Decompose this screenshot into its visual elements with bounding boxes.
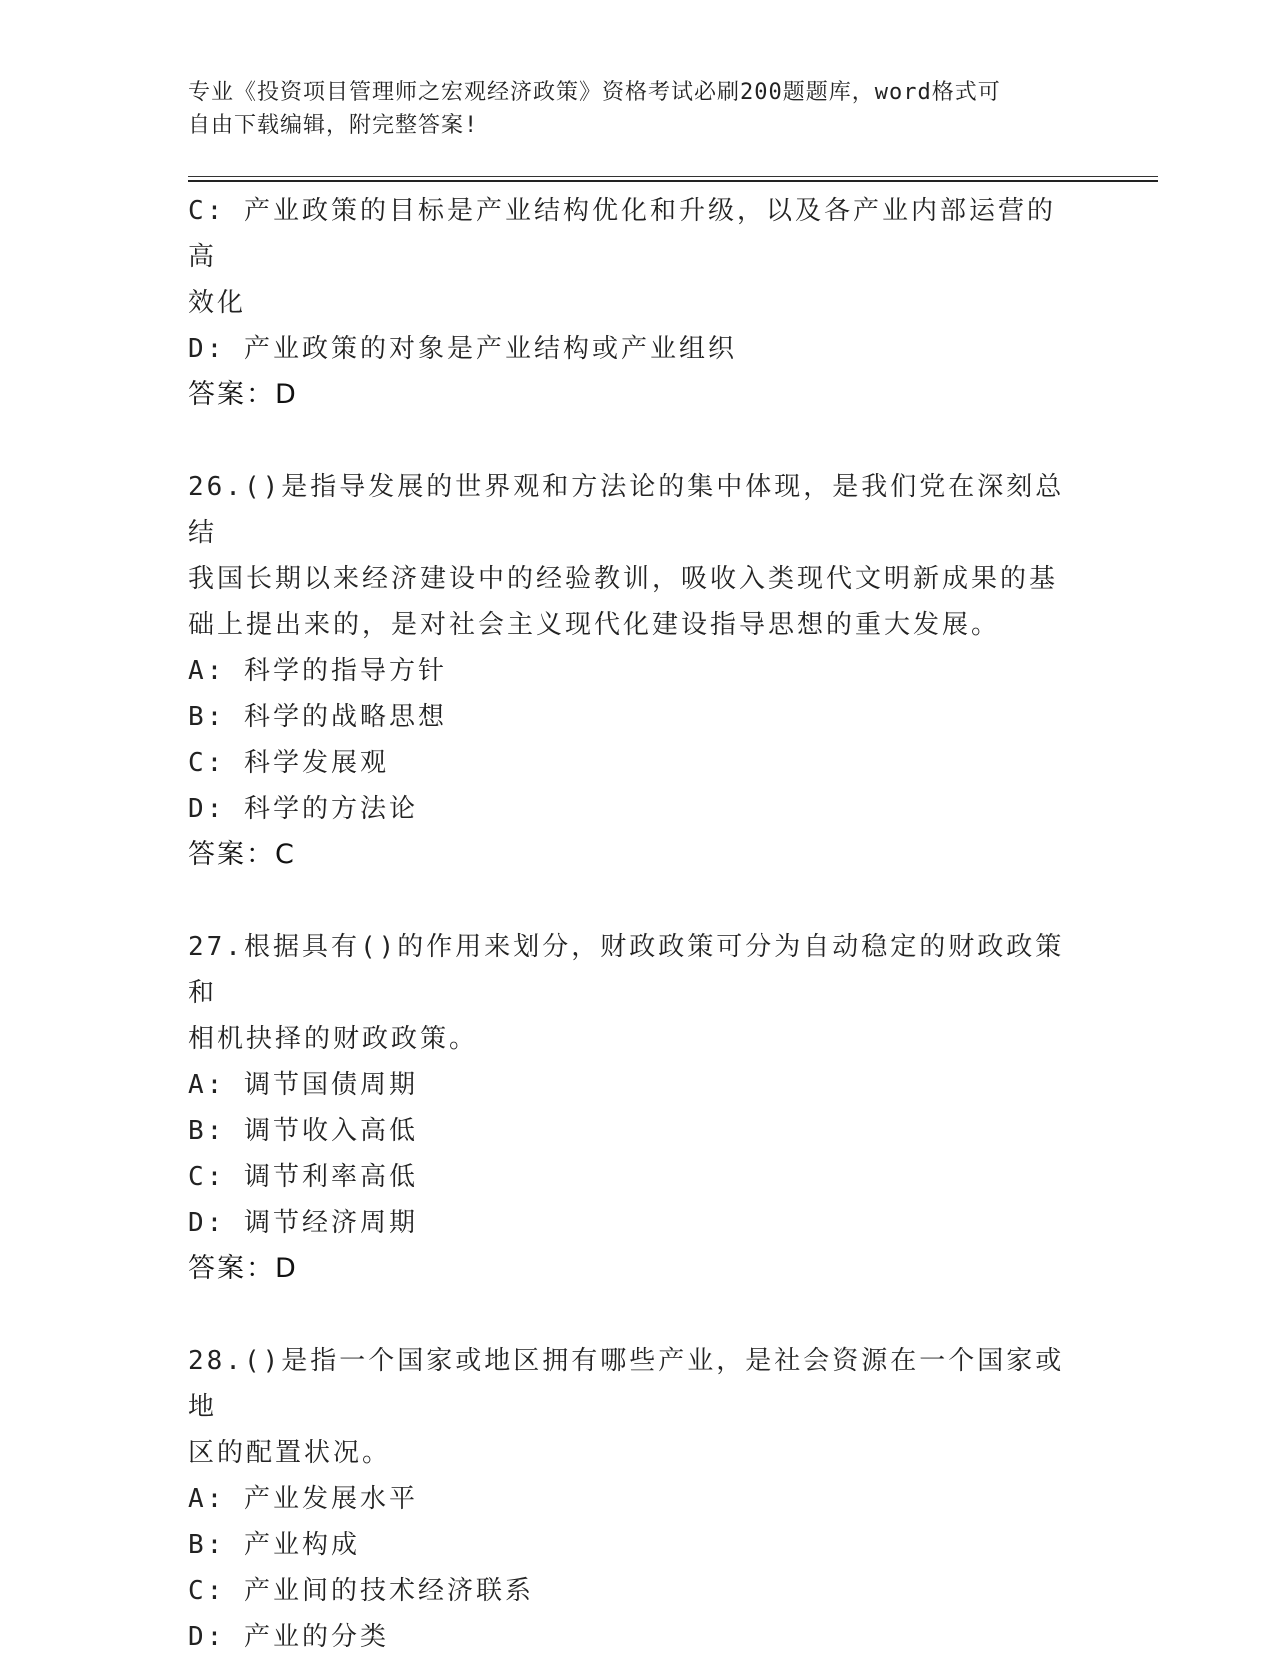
option-c: C: 产业政策的目标是产业结构优化和升级，以及各产业内部运营的高 <box>188 196 1056 272</box>
answer: 答案：D <box>188 1253 298 1284</box>
option-c: C: 调节利率高低 <box>188 1162 418 1192</box>
question-28 <box>188 1338 1078 1660</box>
question-27 <box>188 924 1078 1292</box>
option-d: D: 产业的分类 <box>188 1622 389 1652</box>
spacer <box>188 418 1078 464</box>
option-d: D: 科学的方法论 <box>188 794 418 824</box>
document-header <box>188 76 1068 142</box>
option-d: D: 调节经济周期 <box>188 1208 418 1238</box>
question-content <box>188 188 1078 1660</box>
question-stem: 相机抉择的财政政策。 <box>188 1024 479 1054</box>
question-25-tail <box>188 188 1078 418</box>
header-divider-thin <box>188 176 1158 177</box>
option-b: B: 科学的战略思想 <box>188 702 447 732</box>
question-26 <box>188 464 1078 878</box>
question-stem: 区的配置状况。 <box>188 1438 392 1468</box>
question-stem: 27.根据具有()的作用来划分，财政政策可分为自动稳定的财政政策和 <box>188 932 1065 1008</box>
option-d: D: 产业政策的对象是产业结构或产业组织 <box>188 334 737 364</box>
option-a: A: 科学的指导方针 <box>188 656 447 686</box>
option-c: C: 科学发展观 <box>188 748 389 778</box>
spacer <box>188 878 1078 924</box>
option-a: A: 产业发展水平 <box>188 1484 418 1514</box>
option-c: C: 产业间的技术经济联系 <box>188 1576 534 1606</box>
header-divider-thick <box>188 180 1158 182</box>
option-a: A: 调节国债周期 <box>188 1070 418 1100</box>
header-title-line-1: 专业《投资项目管理师之宏观经济政策》资格考试必刷200题题库，word格式可 <box>188 80 1001 105</box>
header-title-line-2: 自由下载编辑，附完整答案! <box>188 113 479 138</box>
answer: 答案：D <box>188 379 298 410</box>
spacer <box>188 1292 1078 1338</box>
question-stem: 我国长期以来经济建设中的经验教训，吸收入类现代文明新成果的基 <box>188 564 1059 594</box>
option-c-continued: 效化 <box>188 288 247 318</box>
option-b: B: 产业构成 <box>188 1530 360 1560</box>
answer: 答案：C <box>188 839 296 870</box>
question-stem: 础上提出来的，是对社会主义现代化建设指导思想的重大发展。 <box>188 610 1001 640</box>
question-stem: 26.()是指导发展的世界观和方法论的集中体现，是我们党在深刻总结 <box>188 472 1065 548</box>
option-b: B: 调节收入高低 <box>188 1116 418 1146</box>
question-stem: 28.()是指一个国家或地区拥有哪些产业，是社会资源在一个国家或地 <box>188 1346 1065 1422</box>
